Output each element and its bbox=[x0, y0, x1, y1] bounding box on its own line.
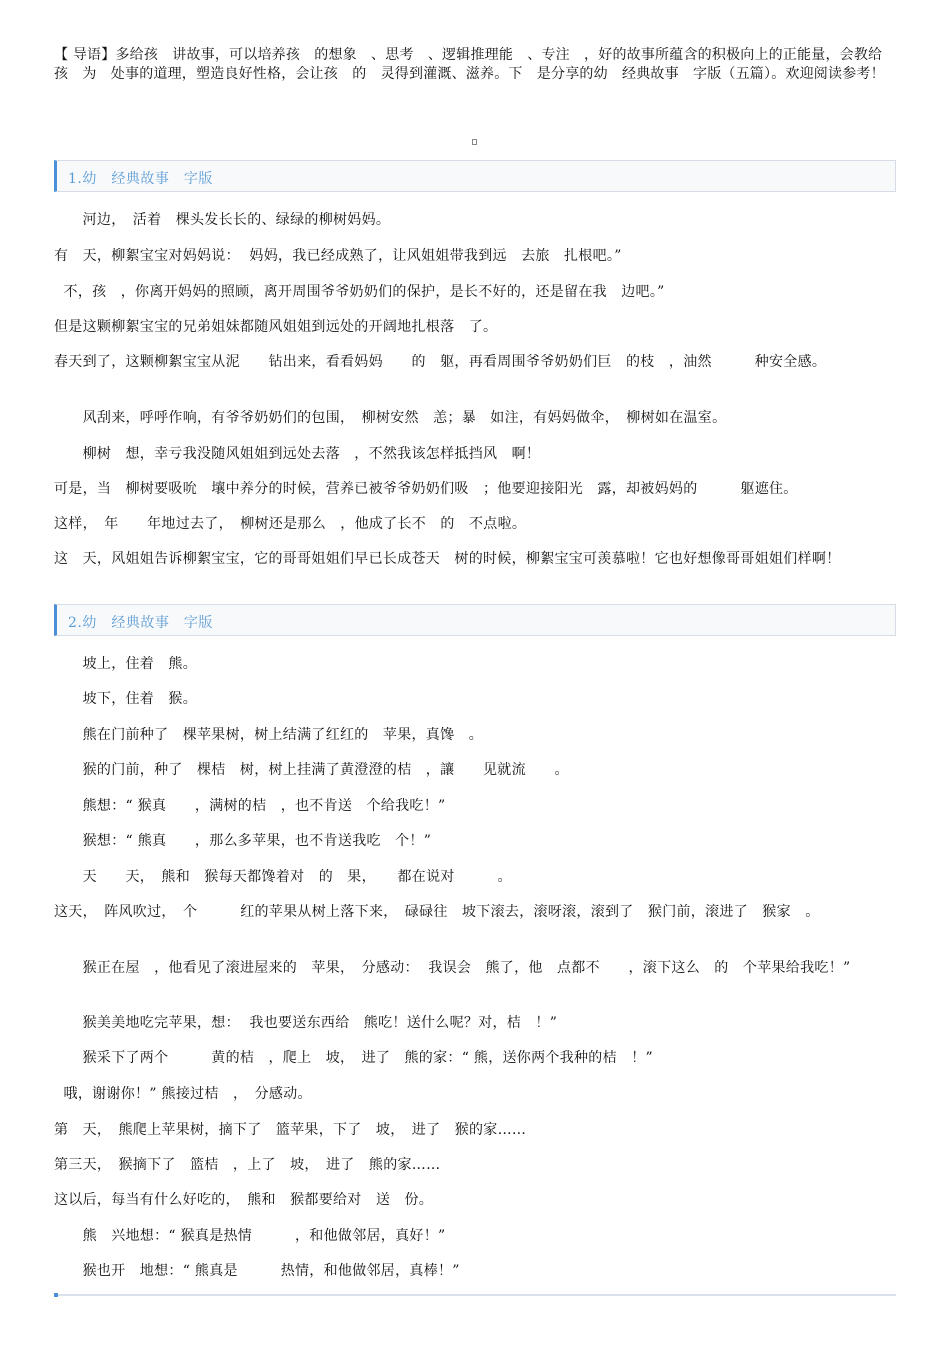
story2-paragraph-12: 哦，谢谢你！” 熊接过桔 ， 分感动。 bbox=[54, 1086, 312, 1102]
story2-paragraph-17: 猴也开 地想：“ 熊真是 热情，和他做邻居，真棒！” bbox=[54, 1263, 460, 1279]
bottom-divider bbox=[54, 1294, 896, 1296]
story2-paragraph-8: 这天， 阵风吹过， 个 红的苹果从树上落下来， 碌碌往 坡下滚去，滚呀滚，滚到了 猴门前，滚进了 猴家 。 bbox=[54, 904, 820, 920]
section-title-2: 2.幼 经典故事 字版 bbox=[68, 615, 213, 631]
story1-paragraph-3: 不，孩 ，你离开妈妈的照顾，离开周围爷爷奶奶们的保护，是长不好的，还是留在我 边吧。” bbox=[54, 284, 665, 300]
story2-paragraph-16: 熊 兴地想：“ 猴真是热情 ，和他做邻居，真好！” bbox=[54, 1228, 446, 1244]
story1-paragraph-10: 这 天，风姐姐告诉柳絮宝宝，它的哥哥姐姐们早已长成苍天 树的时候，柳絮宝宝可羡慕啦！它也好想像哥哥姐姐们样啊！ bbox=[54, 551, 841, 567]
story2-paragraph-6: 猴想：“ 熊真 ，那么多苹果，也不肯送我吃 个！” bbox=[54, 833, 432, 849]
story2-paragraph-10: 猴美美地吃完苹果，想： 我也要送东西给 熊吃！送什么呢？对，桔 ！” bbox=[54, 1015, 558, 1031]
story2-paragraph-5: 熊想：“ 猴真 ，满树的桔 ，也不肯送 个给我吃！” bbox=[54, 798, 446, 814]
story2-paragraph-3: 熊在门前种了 棵苹果树，树上结满了红红的 苹果，真馋 。 bbox=[54, 727, 483, 743]
story2-paragraph-14: 第三天， 猴摘下了 篮桔 ，上了 坡， 进了 熊的家…… bbox=[54, 1157, 441, 1173]
story1-paragraph-7: 柳树 想，幸亏我没随风姐姐到远处去落 ，不然我该怎样抵挡风 啊！ bbox=[54, 446, 541, 462]
section-header-1 bbox=[54, 160, 896, 192]
story1-paragraph-6: 风刮来，呼呼作响，有爷爷奶奶们的包围， 柳树安然 恙；暴 如注，有妈妈做伞， 柳树如在温室。 bbox=[54, 410, 727, 426]
story2-paragraph-13: 第 天， 熊爬上苹果树，摘下了 篮苹果，下了 坡， 进了 猴的家…… bbox=[54, 1122, 527, 1138]
story2-paragraph-7: 天 天， 熊和 猴每天都馋着对 的 果， 都在说对 。 bbox=[54, 869, 512, 885]
story1-paragraph-1: 河边， 活着 棵头发长长的、绿绿的柳树妈妈。 bbox=[54, 212, 391, 228]
story2-paragraph-1: 坡上，住着 熊。 bbox=[54, 656, 197, 672]
image-placeholder-icon bbox=[472, 139, 477, 145]
story1-paragraph-9: 这样， 年 年地过去了， 柳树还是那么 ，他成了长不 的 不点啦。 bbox=[54, 516, 527, 532]
section-header-2 bbox=[54, 604, 896, 636]
story1-paragraph-2: 有 天，柳絮宝宝对妈妈说： 妈妈，我已经成熟了，让风姐姐带我到远 去旅 扎根吧。” bbox=[54, 248, 622, 264]
story2-paragraph-4: 猴的门前，种了 棵桔 树，树上挂满了黄澄澄的桔 ，讓 见就流 。 bbox=[54, 762, 569, 778]
section-title-1: 1.幼 经典故事 字版 bbox=[68, 171, 213, 187]
story1-paragraph-4: 但是这颗柳絮宝宝的兄弟姐妹都随风姐姐到远处的开阔地扎根落 了。 bbox=[54, 319, 498, 335]
story2-paragraph-15: 这以后，每当有什么好吃的， 熊和 猴都要给对 送 份。 bbox=[54, 1192, 434, 1208]
intro-paragraph: 【 导语】多给孩 讲故事，可以培养孩 的想象 、思考 、逻辑推理能 、专注 ，好的故事所蕴含的积极向上的正能量，会教给孩 为 处事的道理，塑造良好性格，会让孩 的 灵得到灌溉、滋养。下 是分享的幼 经典故事 字版（五篇）。欢迎阅读参考！ bbox=[54, 47, 885, 82]
story2-paragraph-11: 猴采下了两个 黄的桔 ，爬上 坡， 进了 熊的家：“ 熊，送你两个我种的桔 ！” bbox=[54, 1050, 653, 1066]
story1-paragraph-5: 春天到了，这颗柳絮宝宝从泥 钻出来，看看妈妈 的 躯，再看周围爷爷奶奶们巨 的枝 ，油然 种安全感。 bbox=[54, 354, 827, 370]
story2-paragraph-2: 坡下，住着 猴。 bbox=[54, 691, 197, 707]
story2-paragraph-9: 猴正在屋 ，他看见了滚进屋来的 苹果， 分感动： 我误会 熊了，他 点都不 ，滚下这么 的 个苹果给我吃！” bbox=[54, 960, 851, 976]
story1-paragraph-8: 可是，当 柳树要吸吮 壤中养分的时候，营养已被爷爷奶奶们吸 ；他要迎接阳光 露，却被妈妈的 躯遮住。 bbox=[54, 481, 798, 497]
